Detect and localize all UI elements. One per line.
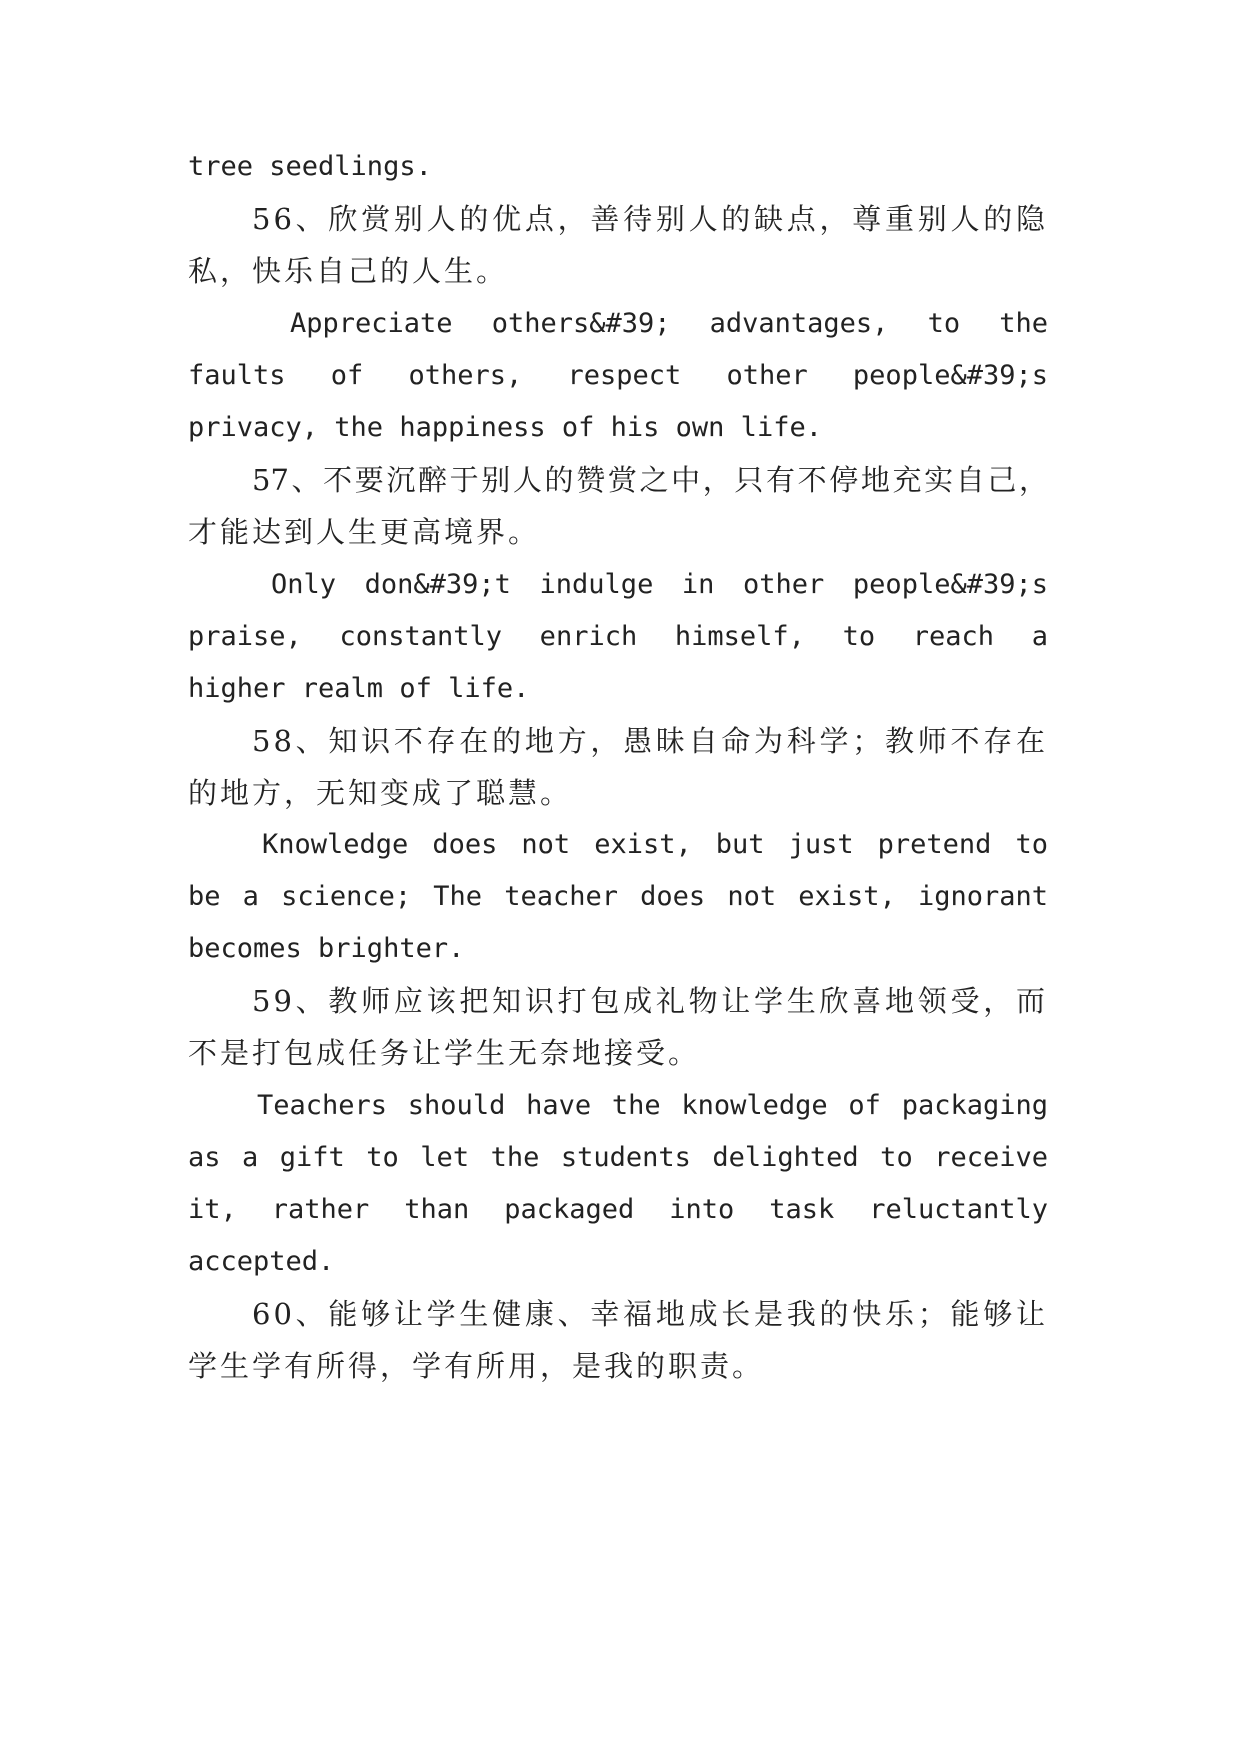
- text-line: 不是打包成任务让学生无奈地接受。: [188, 1036, 701, 1070]
- text-line: 学生学有所得，学有所用，是我的职责。: [188, 1349, 765, 1383]
- text-line: accepted.: [188, 1246, 335, 1277]
- text-line: privacy, the happiness of his own life.: [188, 412, 822, 443]
- text-line: Knowledge does not exist, but just pretend to: [262, 829, 1048, 860]
- text-line: 59、教师应该把知识打包成礼物让学生欣喜地领受，而: [252, 984, 1048, 1018]
- text-line: faults of others, respect other people&#39;s: [188, 360, 1048, 391]
- text-line: be a science; The teacher does not exist, ignorant: [188, 881, 1048, 912]
- text-line: becomes brighter.: [188, 933, 465, 964]
- text-line: Appreciate others&#39; advantages, to the: [290, 308, 1048, 339]
- text-line: 57、不要沉醉于别人的赞赏之中，只有不停地充实自己，: [252, 463, 1048, 497]
- text-line: tree seedlings.: [188, 151, 432, 182]
- text-line: higher realm of life.: [188, 673, 530, 704]
- text-line: 才能达到人生更高境界。: [188, 515, 541, 549]
- text-line: Teachers should have the knowledge of packaging: [257, 1090, 1048, 1121]
- text-line: 的地方，无知变成了聪慧。: [188, 776, 573, 810]
- text-line: it, rather than packaged into task reluctantly: [188, 1194, 1048, 1225]
- text-line: praise, constantly enrich himself, to reach a: [188, 621, 1048, 652]
- text-line: as a gift to let the students delighted to receive: [188, 1142, 1048, 1173]
- text-line: 60、能够让学生健康、幸福地成长是我的快乐；能够让: [252, 1297, 1048, 1331]
- text-line: 58、知识不存在的地方，愚昧自命为科学；教师不存在: [252, 724, 1048, 758]
- text-line: 56、欣赏别人的优点，善待别人的缺点，尊重别人的隐: [252, 202, 1048, 236]
- text-line: 私，快乐自己的人生。: [188, 254, 509, 288]
- text-line: Only don&#39;t indulge in other people&#39;s: [271, 569, 1048, 600]
